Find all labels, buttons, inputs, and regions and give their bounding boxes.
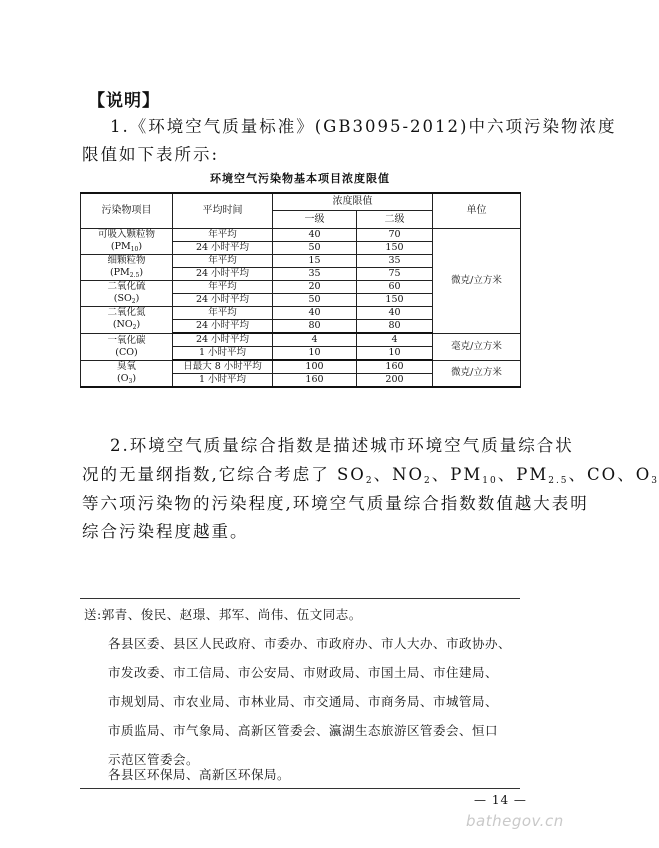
grade2-cell: 4 — [357, 333, 433, 347]
unit-cell-milli: 毫克/立方米 — [433, 333, 521, 360]
para2-line4: 综合污染程度越重。 — [82, 522, 249, 541]
grade1-cell: 50 — [273, 242, 357, 255]
grade2-cell: 160 — [357, 360, 433, 374]
grade1-cell: 100 — [273, 360, 357, 374]
para2-line1: 2.环境空气质量综合指数是描述城市环境空气质量综合状 — [110, 436, 574, 455]
pollutant-name-cell: 可吸入颗粒物 $(PM_{10})$ — [81, 229, 173, 255]
distribution-line2: 各县区委、县区人民政府、市委办、市政府办、市人大办、市政协办、 — [108, 636, 512, 651]
para2-line2-c: 、PM — [431, 465, 483, 484]
distribution-line3: 市发改委、市工信局、市公安局、市财政局、市国土局、市住建局、 — [108, 665, 499, 680]
table-row — [81, 333, 521, 347]
unit-cell-micro-2: 微克/立方米 — [433, 360, 521, 387]
avg-time-cell: 1 小时平均 — [173, 347, 273, 361]
pollutant-formula: NO — [116, 319, 133, 331]
pm25-sub: 2.5 — [548, 476, 569, 486]
distribution-line1: 送:郭青、俊民、赵璟、邦军、尚伟、伍文同志。 — [84, 607, 362, 622]
distribution-line7: 各县区环保局、高新区环保局。 — [108, 767, 291, 782]
pollutant-name: 可吸入颗粒物 — [97, 229, 155, 240]
header-limit: 浓度限值 — [273, 193, 433, 211]
page-number: — 14 — — [474, 793, 527, 807]
para2-line2-b: 、NO — [373, 465, 425, 484]
distribution-line6: 示范区管委会。 — [108, 752, 200, 767]
pollutant-name: 二氧化氮 — [107, 307, 146, 319]
table-row — [81, 360, 521, 374]
grade1-cell: 4 — [273, 333, 357, 347]
pollutant-formula: CO — [118, 346, 135, 358]
pollutant-formula-sub: 2.5 — [129, 272, 140, 279]
pollutant-formula-sub: 3 — [128, 377, 133, 385]
pollutant-name-cell: 二氧化氮 $(NO_2)$ — [81, 307, 173, 334]
header-grade2: 二级 — [357, 211, 433, 229]
para1-line1: 1.《环境空气质量标准》(GB3095-2012)中六项污染物浓度 — [110, 117, 617, 136]
pollutant-formula: PM — [113, 267, 130, 278]
avg-time-cell: 年平均 — [173, 281, 273, 294]
grade2-cell: 150 — [357, 242, 433, 255]
avg-time-cell: 24 小时平均 — [173, 333, 273, 347]
para2-line2-e: 、CO、O — [568, 465, 652, 484]
so2-sub: 2 — [365, 476, 374, 486]
grade1-cell: 40 — [273, 307, 357, 320]
para2-line2-d: 、PM — [497, 465, 549, 484]
pollutant-formula-sub: 2 — [132, 324, 137, 332]
grade1-cell: 50 — [273, 294, 357, 307]
table-row — [81, 229, 521, 242]
para2-line2 — [82, 461, 659, 492]
pollutant-name-cell: 细颗粒物 $(PM_{2.5})$ — [81, 255, 173, 281]
avg-time-cell: 1 小时平均 — [173, 374, 273, 388]
distribution-top-rule — [80, 598, 520, 599]
grade1-cell: 160 — [273, 374, 357, 388]
o3-sub: 3 — [651, 476, 659, 486]
grade2-cell: 60 — [357, 281, 433, 294]
pollutant-limits-table — [80, 192, 521, 388]
grade2-cell: 80 — [357, 320, 433, 334]
header-unit: 单位 — [433, 193, 521, 229]
avg-time-cell: 24 小时平均 — [173, 268, 273, 281]
section-heading: 【说明】 — [88, 91, 160, 111]
pollutant-formula: SO — [117, 293, 132, 304]
avg-time-cell: 24 小时平均 — [173, 294, 273, 307]
grade2-cell: 10 — [357, 347, 433, 361]
avg-time-cell: 年平均 — [173, 229, 273, 242]
pollutant-name-cell: 二氧化硫 $(SO_2)$ — [81, 281, 173, 307]
pollutant-name-cell: 一氧化碳 (CO) — [81, 333, 173, 360]
pollutant-name: 一氧化碳 — [107, 334, 146, 346]
avg-time-cell: 日最大 8 小时平均 — [173, 360, 273, 374]
avg-time-cell: 年平均 — [173, 307, 273, 320]
grade2-cell: 200 — [357, 374, 433, 388]
grade2-cell: 75 — [357, 268, 433, 281]
site-watermark: bathegov.cn — [466, 812, 564, 830]
distribution-bottom-rule — [80, 788, 520, 789]
distribution-line4: 市规划局、市农业局、市林业局、市交通局、市商务局、市城管局、 — [108, 694, 499, 709]
distribution-line5: 市质监局、市气象局、高新区管委会、瀛湖生态旅游区管委会、恒口 — [108, 723, 499, 738]
grade2-cell: 150 — [357, 294, 433, 307]
grade1-cell: 40 — [273, 229, 357, 242]
grade1-cell: 20 — [273, 281, 357, 294]
grade1-cell: 80 — [273, 320, 357, 334]
grade2-cell: 35 — [357, 255, 433, 268]
pollutant-formula-sub: 2 — [131, 298, 136, 305]
grade1-cell: 35 — [273, 268, 357, 281]
unit-cell-micro-1: 微克/立方米 — [433, 229, 521, 334]
avg-time-cell: 24 小时平均 — [173, 242, 273, 255]
pm10-sub: 10 — [482, 476, 498, 486]
table-title: 环境空气污染物基本项目浓度限值 — [210, 172, 390, 185]
pollutant-formula: PM — [114, 241, 131, 252]
para1-line2: 限值如下表所示: — [82, 145, 220, 164]
avg-time-cell: 24 小时平均 — [173, 320, 273, 334]
no2-sub: 2 — [424, 476, 432, 486]
header-pollutant: 污染物项目 — [81, 193, 173, 229]
pollutant-name: 二氧化硫 — [107, 281, 146, 292]
grade2-cell: 40 — [357, 307, 433, 320]
grade1-cell: 15 — [273, 255, 357, 268]
pollutant-name: 细颗粒物 — [107, 255, 146, 266]
pollutant-formula: O — [120, 372, 129, 384]
para2-line3: 等六项污染物的污染程度,环境空气质量综合指数数值越大表明 — [82, 494, 589, 513]
header-grade1: 一级 — [273, 211, 357, 229]
para2-line2-a: 况的无量纲指数,它综合考虑了 SO — [82, 465, 366, 484]
avg-time-cell: 年平均 — [173, 255, 273, 268]
pollutant-name: 臭氧 — [116, 360, 136, 372]
grade1-cell: 10 — [273, 347, 357, 361]
grade2-cell: 70 — [357, 229, 433, 242]
pollutant-name-cell: 臭氧 $(O_3)$ — [81, 360, 173, 387]
pollutant-formula-sub: 10 — [130, 246, 139, 253]
header-avg-time: 平均时间 — [173, 193, 273, 229]
